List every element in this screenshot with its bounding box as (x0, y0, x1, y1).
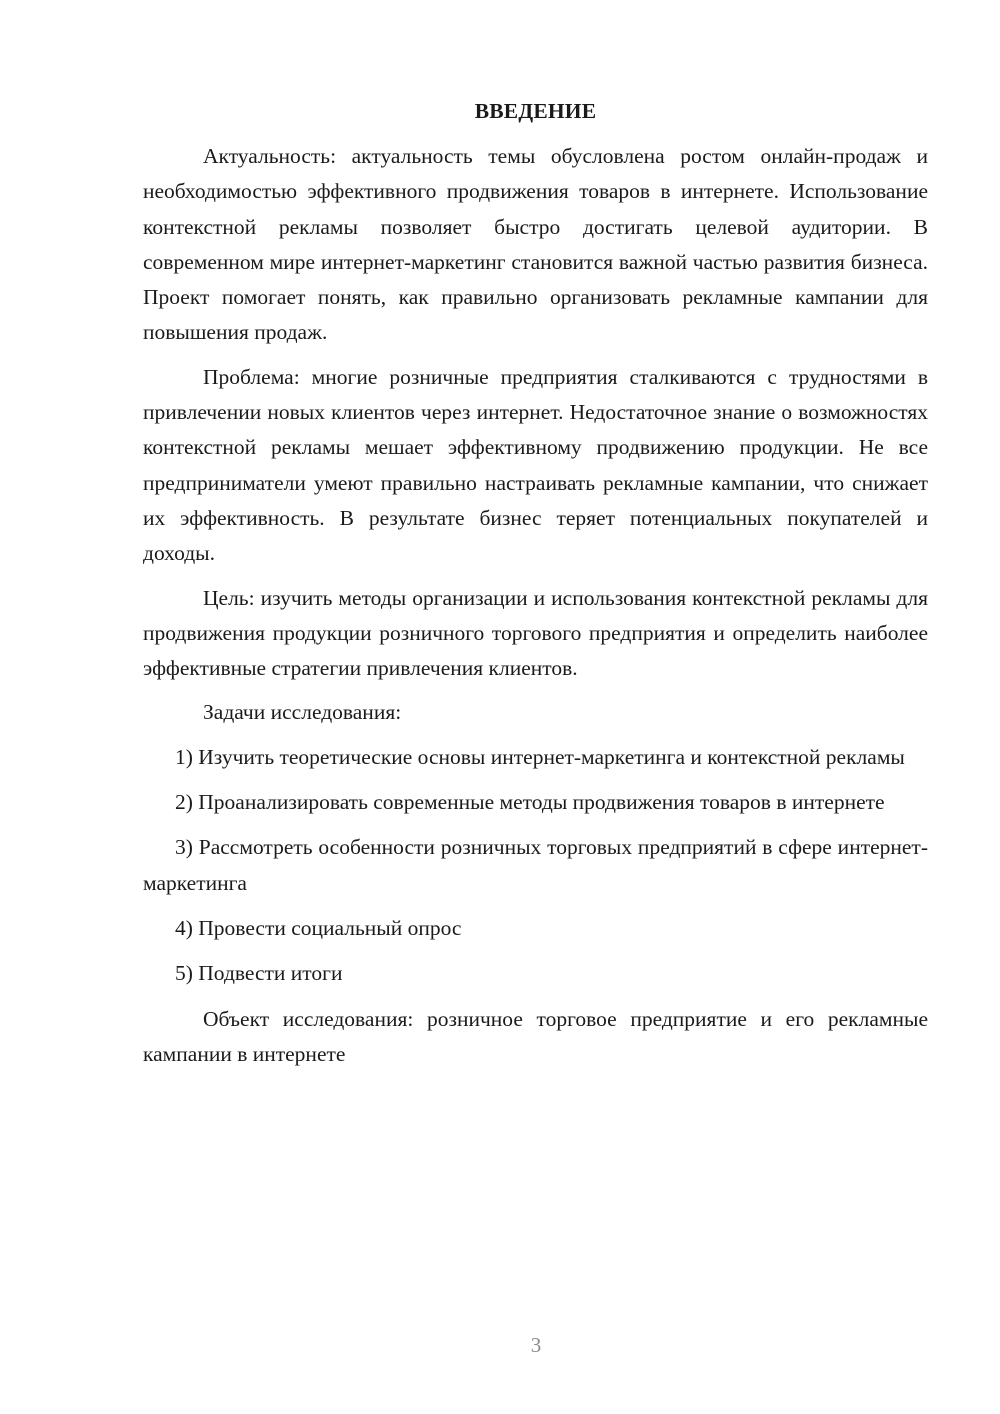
paragraph-object: Объект исследования: розничное торговое предприятие и его рекламные кампании в интернете (143, 1006, 928, 1066)
task-item-3: 3) Рассмотреть особенности розничных торговых предприятий в сфере интернет-маркетинга (143, 835, 928, 895)
task-item-4: 4) Провести социальный опрос (175, 915, 462, 940)
page-content (143, 97, 928, 1081)
task-item-2: 2) Проанализировать современные методы продвижения товаров в интернете (175, 790, 885, 815)
page-number: 3 (530, 1333, 542, 1357)
task-item-5: 5) Подвести итоги (175, 961, 343, 986)
section-title: ВВЕДЕНИЕ (474, 99, 597, 123)
tasks-list (143, 740, 928, 992)
paragraph-relevance: Актуальность: актуальность темы обусловлена ростом онлайн-продаж и необходимостью эффективного продвижения товаров в интернете. Использование контекстной рекламы позволяет быстро достигать целевой аудитории. В современном мире интернет-маркетинг становится важной частью развития бизнеса. Проект помогает понять, как правильно организовать рекламные кампании для повышения продаж. (143, 144, 928, 345)
paragraph-problem: Проблема: многие розничные предприятия сталкиваются с трудностями в привлечении новых клиентов через интернет. Недостаточное знание о возможностях контекстной рекламы мешает эффективному продвижению продукции. Не все предприниматели умеют правильно настраивать рекламные кампании, что снижает их эффективность. В результате бизнес теряет потенциальных покупателей и доходы. (143, 364, 928, 566)
task-item-1: 1) Изучить теоретические основы интернет-маркетинга и контекстной рекламы (175, 744, 905, 769)
tasks-heading: Задачи исследования: (203, 700, 402, 725)
paragraph-goal: Цель: изучить методы организации и использования контекстной рекламы для продвижения продукции розничного торгового предприятия и определить наиболее эффективные стратегии привлечения клиентов. (143, 585, 928, 681)
